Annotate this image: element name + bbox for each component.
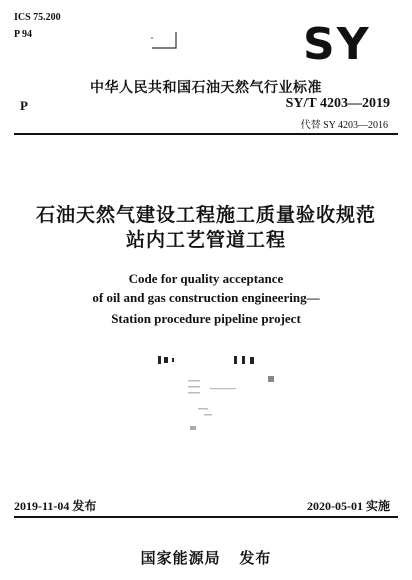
standard-number: SY/T 4203—2019: [285, 96, 390, 111]
issuing-standard-type: 中华人民共和国石油天然气行业标准: [90, 80, 322, 96]
ics-code: ICS 75.200: [14, 12, 61, 23]
title-chinese-line-1: 石油天然气建设工程施工质量验收规范: [35, 204, 376, 226]
sy-logo: SY: [303, 19, 371, 70]
title-english-line-2: of oil and gas construction engineering—: [92, 290, 320, 305]
footer-divider: [14, 516, 398, 518]
issue-date: 2019-11-04 发布: [14, 499, 97, 513]
replaces-standard: 代替 SY 4203—2016: [300, 120, 388, 131]
title-chinese-line-2: 站内工艺管道工程: [125, 229, 286, 251]
faded-scan-marks: [150, 352, 290, 432]
header-divider: [14, 133, 398, 135]
title-english-line-1: Code for quality acceptance: [128, 271, 284, 286]
category-letter: P: [20, 98, 28, 113]
title-english-line-3: Station procedure pipeline project: [111, 311, 301, 326]
implementation-date: 2020-05-01 实施: [307, 499, 390, 513]
publisher: 国家能源局 发布: [140, 549, 272, 567]
classification-code: P 94: [14, 29, 33, 40]
scan-artifact-mark: [150, 30, 180, 50]
